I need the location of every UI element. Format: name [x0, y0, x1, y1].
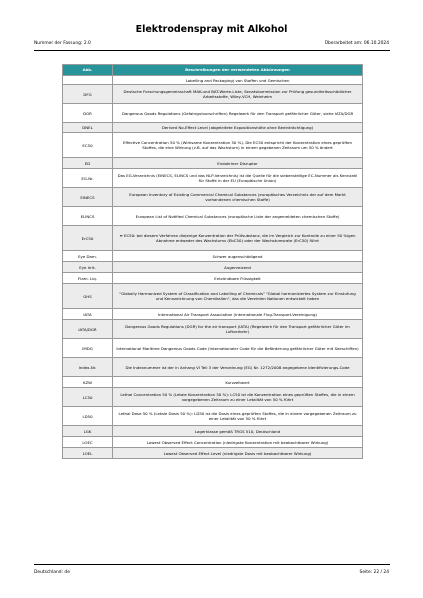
abbreviation-cell: ErC50	[63, 226, 113, 251]
abbreviation-cell: GHS	[63, 284, 113, 309]
table-row	[63, 207, 363, 226]
description-cell: Dangerous Goods Regulations (Gefahrgutvorschriften) Regelwerk für den Transport gefährlicher Güter, siehe IATA/DGR	[113, 104, 363, 123]
table-row	[63, 226, 363, 251]
description-cell: Schwer augenschädigend	[113, 251, 363, 262]
revision-date: Überarbeitet am: 06.10.2024	[324, 41, 389, 46]
description-cell: Augenreizend	[113, 262, 363, 273]
description-cell: Effective Concentration 50 % (Wirksame Konzentration 50 %). Die EC50 entspricht der Konzentration eines geprüften Stoffes, die eine Wirkung (z.B. auf das Wachstum) in einem gegebenen Zeitraum um 50 % ändert	[113, 133, 363, 158]
table-row	[63, 284, 363, 309]
table-row	[63, 76, 363, 85]
abbreviation-cell: DNEL	[63, 123, 113, 133]
abbreviation-cell: DGR	[63, 104, 113, 123]
abbreviation-cell: Index-Nr.	[63, 358, 113, 377]
description-cell: International Air Transport Association (Internationale Flug-Transport-Vereinigung)	[113, 309, 363, 320]
abbreviation-cell: IATA	[63, 309, 113, 320]
footer-divider	[34, 564, 390, 565]
abbreviation-cell: KZW	[63, 377, 113, 388]
table-row	[63, 448, 363, 459]
description-cell: European List of Notified Chemical Substances (europäische Liste der angemeldeten chemischen Stoffe)	[113, 207, 363, 226]
page-number: Seite: 22 / 24	[359, 570, 389, 575]
version-number: Nummer der Fassung: 2.0	[34, 41, 91, 46]
abbreviation-cell: EC50	[63, 133, 113, 158]
description-cell: Endokriner Disruptor	[113, 158, 363, 169]
description-cell: "Globally Harmonized System of Classification and Labelling of Chemicals" "Global harmonisiertes System zur Einstufung und Kennzeichnung von Chemikalien", das die Vereinten Nationen entwickelt haben	[113, 284, 363, 309]
description-cell: Deutsche Forschungsgemeinschaft MAK-und BAT-Werte-Liste, Senatskommission zur Prüfung gesundheitsschädlicher Arbeitsstoffe, Wiley-VCH, Weinheim	[113, 85, 363, 104]
table-row	[63, 158, 363, 169]
description-cell: Lowest Observed Effect Level (niedrigste Dosis mit beobachtbarer Wirkung)	[113, 448, 363, 459]
description-cell: European Inventory of Existing Commercial Chemical Substances (europäisches Verzeichnis der auf dem Markt vorhandenen chemischen Stoffe)	[113, 188, 363, 207]
abbreviation-cell: IATA/DGR	[63, 320, 113, 339]
header-divider	[34, 50, 390, 51]
description-cell: Lowest Observed Effect Concentration (niedrigste Konzentration mit beobachtbarer Wirkung)	[113, 437, 363, 448]
description-cell: Lethal Dose 50 % (Letale Dosis 50 %): LD50 ist die Dosis eines geprüften Stoffes, die in einem vorgegebenen Zeitraum zu einer Letalität von 50 % führt	[113, 407, 363, 426]
description-cell: Dangerous Goods Regulations (DGR) for the air transport (IATA) (Regelwerk für den Transport gefährlicher Güter im Luftverkehr)	[113, 320, 363, 339]
description-cell: Lagerklasse gemäß TRGS 510, Deutschland	[113, 426, 363, 437]
abbreviation-cell: LOEC	[63, 437, 113, 448]
table-row	[63, 104, 363, 123]
table-row	[63, 188, 363, 207]
abbreviation-cell: LOEL	[63, 448, 113, 459]
abbreviation-cell: Eye Irrit.	[63, 262, 113, 273]
abbreviation-cell: DFG	[63, 85, 113, 104]
table-row	[63, 339, 363, 358]
abbreviation-cell: Flam. Liq.	[63, 273, 113, 284]
description-cell: Entzündbare Flüssigkeit	[113, 273, 363, 284]
table-row	[63, 320, 363, 339]
abbreviation-cell: EINECS	[63, 188, 113, 207]
description-cell: Das EG-Verzeichnis (EINECS, ELINCS und das NLP-Verzeichnis) ist die Quelle für die siebenstellige EC-Nummer als Kennzahl für Stoffe in der EU (Europäische Union)	[113, 169, 363, 188]
abbreviation-cell: LD50	[63, 407, 113, 426]
table-row	[63, 407, 363, 426]
column-header-abbr: Abk.	[63, 65, 113, 76]
table-header-row	[63, 65, 363, 76]
abbreviation-cell: Eye Dam.	[63, 251, 113, 262]
abbreviation-cell	[63, 76, 113, 85]
table-row	[63, 309, 363, 320]
abbreviation-cell: EG-Nr.	[63, 169, 113, 188]
abbreviation-cell: ELINCS	[63, 207, 113, 226]
abbreviations-table	[62, 64, 363, 459]
description-cell: Lethal Concentration 50 % (Letale Konzentration 50 %): LC50 ist die Konzentration eines geprüften Stoffes, die in einem vorgegebenen Zeitraum zu einer Letalität von 50 % führt	[113, 388, 363, 407]
table-row	[63, 85, 363, 104]
table-row	[63, 358, 363, 377]
table-row	[63, 133, 363, 158]
footer-country: Deutschland: de	[34, 570, 70, 575]
description-cell: International Maritime Dangerous Goods Code (Internationaler Code für die Beförderung gefährlicher Güter mit Seeschiffen)	[113, 339, 363, 358]
abbreviation-cell: LGK	[63, 426, 113, 437]
abbreviation-cell: IMDG	[63, 339, 113, 358]
abbreviation-cell: ED	[63, 158, 113, 169]
table-row	[63, 251, 363, 262]
document-title: Elektrodenspray mit Alkohol	[135, 24, 288, 35]
table-row	[63, 426, 363, 437]
description-cell: Kurzzeitwert	[113, 377, 363, 388]
column-header-description: Beschreibungen der verwendeten Abkürzungen	[113, 65, 363, 76]
table-row	[63, 377, 363, 388]
description-cell: ≡ EC50: bei diesem Verfahren diejenige Konzentration der Prüfsubstanz, die im Vergleich zur Kontrolle zu einer 50 %igen Abnahme entweder des Wachstums (EbC50) oder der Wachstumsrate (ErC50) führt	[113, 226, 363, 251]
description-cell: Derived No-Effect Level (abgeleitete Expositionshöhe ohne Beeinträchtigung)	[113, 123, 363, 133]
table-row	[63, 388, 363, 407]
table-row	[63, 169, 363, 188]
table-row	[63, 262, 363, 273]
description-cell: Labelling and Packaging) von Stoffen und Gemischen	[113, 76, 363, 85]
table-row	[63, 273, 363, 284]
table-row	[63, 437, 363, 448]
table-row	[63, 123, 363, 133]
abbreviation-cell: LC50	[63, 388, 113, 407]
description-cell: Die Indexnummer ist der in Anhang VI Teil 3 der Verordnung (EG) Nr. 1272/2008 angegebene Identifizierungs-Code	[113, 358, 363, 377]
